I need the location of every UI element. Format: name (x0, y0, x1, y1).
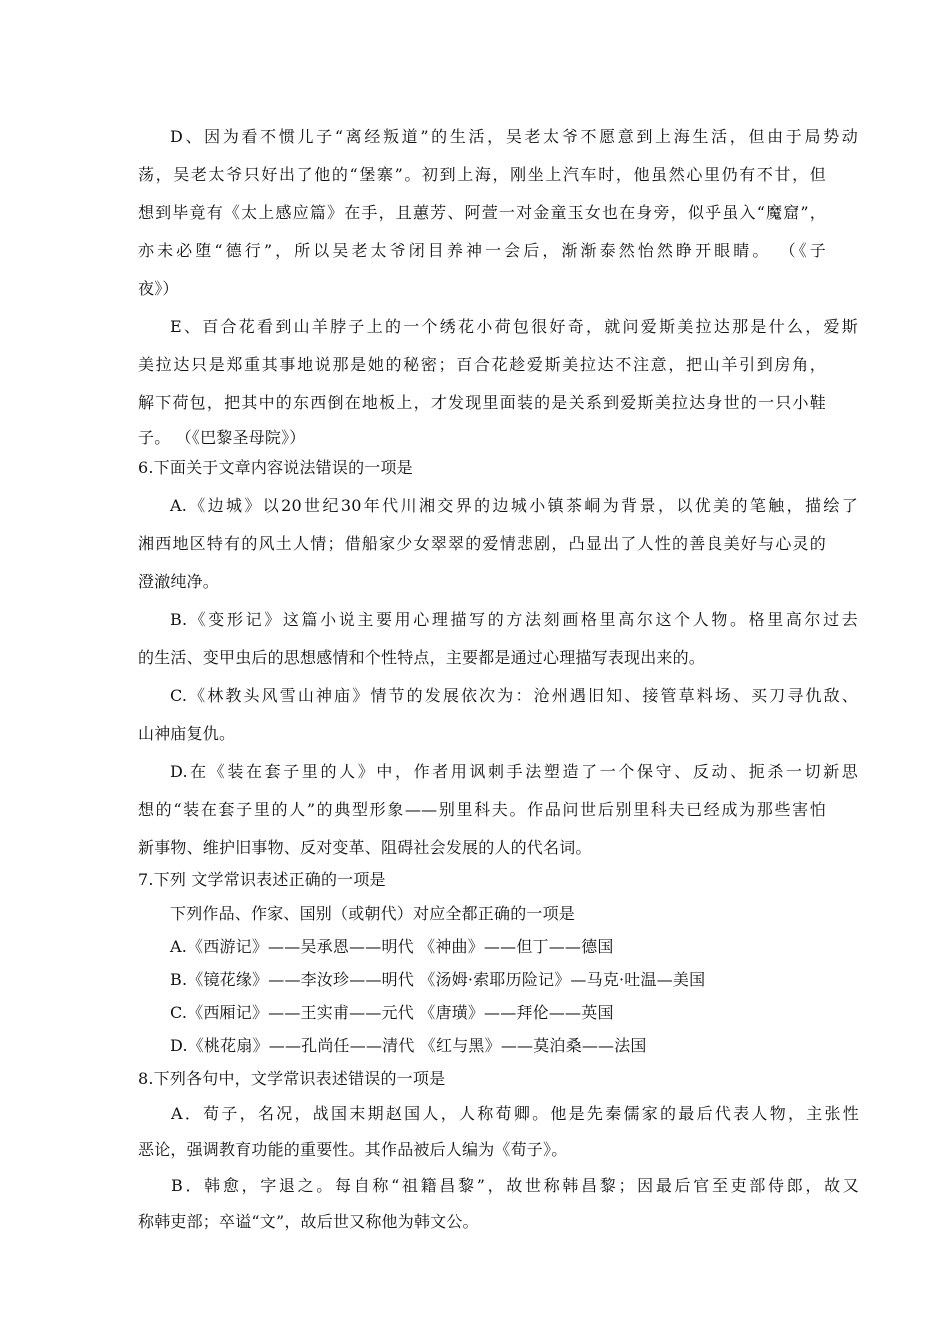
q6-option-c-line-1: C.《林教头风雪山神庙》情节的发展依次为：沧州遇旧知、接管草料场、买刀寻仇敌、 (170, 686, 858, 705)
q6-option-d-line-1: D.在《装在套子里的人》中，作者用讽刺手法塑造了一个保守、反动、扼杀一切新思 (170, 762, 858, 781)
option-e-line-1: E、百合花看到山羊脖子上的一个绣花小荷包很好奇，就问爱斯美拉达那是什么，爱斯 (170, 317, 858, 336)
option-d-line-4: 亦未必堕“德行”，所以吴老太爷闭目养神一会后，渐渐泰然怡然睁开眼睛。 （《子 (138, 241, 826, 260)
option-e-line-4: 子。 （《巴黎圣母院》） (138, 428, 306, 447)
q6-option-b-line-1: B.《变形记》这篇小说主要用心理描写的方法刻画格里高尔这个人物。格里高尔过去 (170, 610, 858, 629)
question-8-stem: 8.下列各句中，文学常识表述错误的一项是 (138, 1069, 446, 1088)
q6-option-a-line-1: A.《边城》以20世纪30年代川湘交界的边城小镇茶峒为背景，以优美的笔触，描绘了 (170, 496, 858, 515)
option-e-line-2: 美拉达只是郑重其事地说那是她的秘密；百合花趁爱斯美拉达不注意，把山羊引到房角， (138, 355, 826, 374)
q7-option-a: A.《西游记》——吴承恩——明代 《神曲》——但丁——德国 (170, 937, 614, 956)
option-d-line-3: 想到毕竟有《太上感应篇》在手，且蕙芳、阿萱一对金童玉女也在身旁，似乎虽入“魔窟”， (138, 203, 826, 222)
q8-option-a-line-1: A．荀子，名况，战国末期赵国人，人称荀卿。他是先秦儒家的最后代表人物，主张性 (171, 1104, 859, 1123)
q8-option-b-line-2: 称韩吏部；卒谥“文”，故后世又称他为韩文公。 (138, 1212, 479, 1231)
q6-option-b-line-2: 的生活、变甲虫后的思想感情和个性特点，主要都是通过心理描写表现出来的。 (138, 648, 706, 667)
q6-option-d-line-2: 想的“装在套子里的人”的典型形象——别里科夫。作品问世后别里科夫已经成为那些害怕 (138, 800, 826, 819)
q8-option-a-line-2: 恶论，强调教育功能的重要性。其作品被后人编为《荀子》。 (138, 1140, 568, 1159)
q8-option-b-line-1: B．韩愈，字退之。每自称“祖籍昌黎”，故世称韩昌黎；因最后官至吏部侍郎，故又 (171, 1176, 859, 1195)
q7-substem: 下列作品、作家、国别（或朝代）对应全都正确的一项是 (170, 904, 576, 923)
q7-option-d: D.《桃花扇》——孔尚任——清代 《红与黑》——莫泊桑——法国 (170, 1036, 647, 1055)
q6-option-a-line-3: 澄澈纯净。 (138, 572, 220, 591)
q6-option-a-line-2: 湘西地区特有的风土人情；借船家少女翠翠的爱情悲剧，凸显出了人性的善良美好与心灵的 (138, 534, 826, 553)
option-d-line-1: D、因为看不惯儿子“离经叛道”的生活，吴老太爷不愿意到上海生活，但由于局势动 (170, 127, 858, 146)
question-7-stem: 7.下列 文学常识表述正确的一项是 (138, 870, 386, 889)
q7-option-c: C.《西厢记》——王实甫——元代 《唐璜》——拜伦——英国 (170, 1003, 614, 1022)
option-e-line-3: 解下荷包，把其中的东西倒在地板上，才发现里面装的是关系到爱斯美拉达身世的一只小鞋 (138, 393, 826, 412)
option-d-line-5: 夜》） (138, 279, 179, 298)
q6-option-d-line-3: 新事物、维护旧事物、反对变革、阻碍社会发展的人的代名词。 (138, 838, 592, 857)
q6-option-c-line-2: 山神庙复仇。 (138, 724, 236, 743)
q7-option-b: B.《镜花缘》——李汝珍——明代 《汤姆·索耶历险记》—马克·吐温—美国 (170, 970, 706, 989)
question-6-stem: 6.下面关于文章内容说法错误的一项是 (138, 458, 413, 477)
option-d-line-2: 荡，吴老太爷只好出了他的“堡寨”。初到上海，刚坐上汽车时，他虽然心里仍有不甘，但 (138, 165, 826, 184)
